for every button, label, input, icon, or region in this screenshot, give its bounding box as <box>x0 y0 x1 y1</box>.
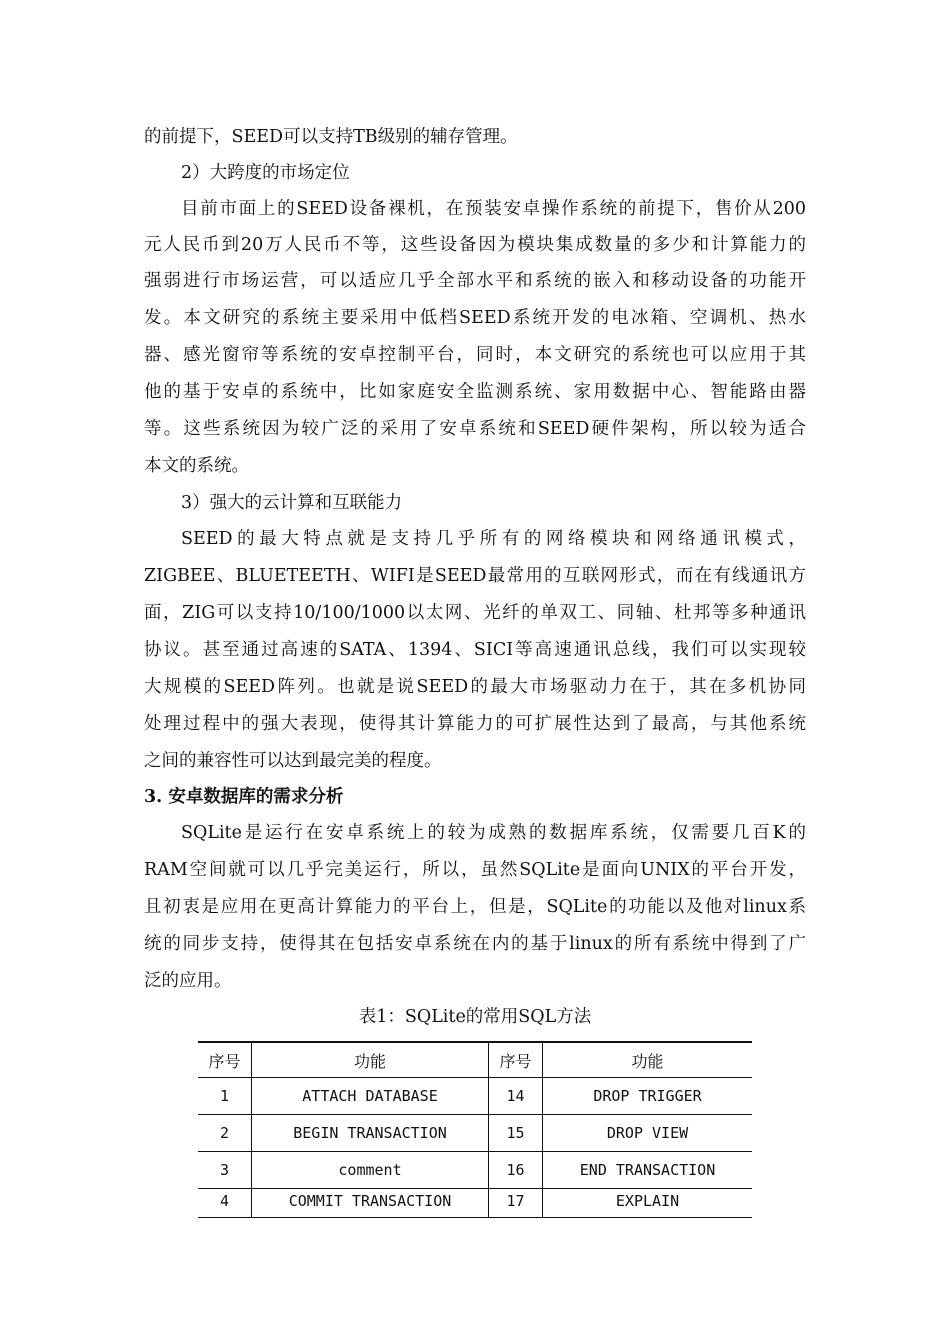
paragraph-line: 泛的应用。 <box>144 971 232 991</box>
table-cell: 2 <box>198 1115 252 1152</box>
paragraph-line: 面，ZIG可以支持10/100/1000以太网、光纤的单双工、同轴、杜邦等多种通讯 <box>144 603 806 623</box>
paragraph-line: SEED的最大特点就是支持几乎所有的网络模块和网络通讯模式， <box>181 529 806 549</box>
paragraph-line: 且初衷是应用在更高计算能力的平台上，但是，SQLite的功能以及他对linux系 <box>144 897 806 917</box>
paragraph-line: 器、感光窗帘等系统的安卓控制平台，同时，本文研究的系统也可以应用于其 <box>144 345 806 365</box>
table-cell: DROP TRIGGER <box>543 1078 753 1115</box>
table-cell: 16 <box>489 1152 543 1189</box>
paragraph-line: 等。这些系统因为较广泛的采用了安卓系统和SEED硬件架构，所以较为适合 <box>144 419 806 439</box>
table-row <box>198 1115 752 1152</box>
table-row <box>198 1078 752 1115</box>
table-caption: 表1：SQLite的常用SQL方法 <box>358 1007 592 1027</box>
paragraph-line: 之间的兼容性可以达到最完美的程度。 <box>144 751 442 771</box>
table-cell: 15 <box>489 1115 543 1152</box>
table-cell: comment <box>252 1152 489 1189</box>
section-heading: 3. 安卓数据库的需求分析 <box>144 787 344 807</box>
table-cell: BEGIN TRANSACTION <box>252 1115 489 1152</box>
table-cell: END TRANSACTION <box>543 1152 753 1189</box>
table-cell: 17 <box>489 1189 543 1218</box>
table-cell: COMMIT TRANSACTION <box>252 1189 489 1218</box>
paragraph-line: 统的同步支持，使得其在包括安卓系统在内的基于linux的所有系统中得到了广 <box>144 934 806 954</box>
paragraph-line: 本文的系统。 <box>144 456 249 476</box>
paragraph-line: 目前市面上的SEED设备裸机，在预装安卓操作系统的前提下，售价从200 <box>181 199 806 219</box>
table-cell: 4 <box>198 1189 252 1218</box>
paragraph-line: ZIGBEE、BLUETEETH、WIFI是SEED最常用的互联网形式，而在有线通讯方 <box>144 566 806 586</box>
header-function: 功能 <box>543 1042 753 1078</box>
paragraph-line: 他的基于安卓的系统中，比如家庭安全监测系统、家用数据中心、智能路由器 <box>144 382 806 402</box>
table-cell: EXPLAIN <box>543 1189 753 1218</box>
header-function: 功能 <box>252 1042 489 1078</box>
paragraph-line: 大规模的SEED阵列。也就是说SEED的最大市场驱动力在于，其在多机协同 <box>144 677 806 697</box>
header-index: 序号 <box>198 1042 252 1078</box>
paragraph-continuation: 的前提下，SEED可以支持TB级别的辅存管理。 <box>144 127 518 147</box>
table-cell: 3 <box>198 1152 252 1189</box>
paragraph-line: 元人民币到20万人民币不等，这些设备因为模块集成数量的多少和计算能力的 <box>144 235 806 255</box>
table-cell: 1 <box>198 1078 252 1115</box>
paragraph-line: RAM空间就可以几乎完美运行，所以，虽然SQLite是面向UNIX的平台开发， <box>144 860 806 880</box>
table-cell: ATTACH DATABASE <box>252 1078 489 1115</box>
paragraph-line: SQLite是运行在安卓系统上的较为成熟的数据库系统，仅需要几百K的 <box>181 823 806 843</box>
sqlite-methods-table <box>198 1041 752 1218</box>
table-cell: 14 <box>489 1078 543 1115</box>
header-index: 序号 <box>489 1042 543 1078</box>
paragraph-line: 处理过程中的强大表现，使得其计算能力的可扩展性达到了最高，与其他系统 <box>144 714 806 734</box>
table-row <box>198 1189 752 1218</box>
paragraph-line: 发。本文研究的系统主要采用中低档SEED系统开发的电冰箱、空调机、热水 <box>144 308 806 328</box>
paragraph-line: 强弱进行市场运营，可以适应几乎全部水平和系统的嵌入和移动设备的功能开 <box>144 271 806 291</box>
subheading-cloud-computing: 3）强大的云计算和互联能力 <box>181 493 403 513</box>
subheading-market-positioning: 2）大跨度的市场定位 <box>181 163 350 183</box>
table-cell: DROP VIEW <box>543 1115 753 1152</box>
paragraph-line: 协议。甚至通过高速的SATA、1394、SICI等高速通讯总线，我们可以实现较 <box>144 640 806 660</box>
table-row <box>198 1152 752 1189</box>
table-header-row <box>198 1042 752 1078</box>
